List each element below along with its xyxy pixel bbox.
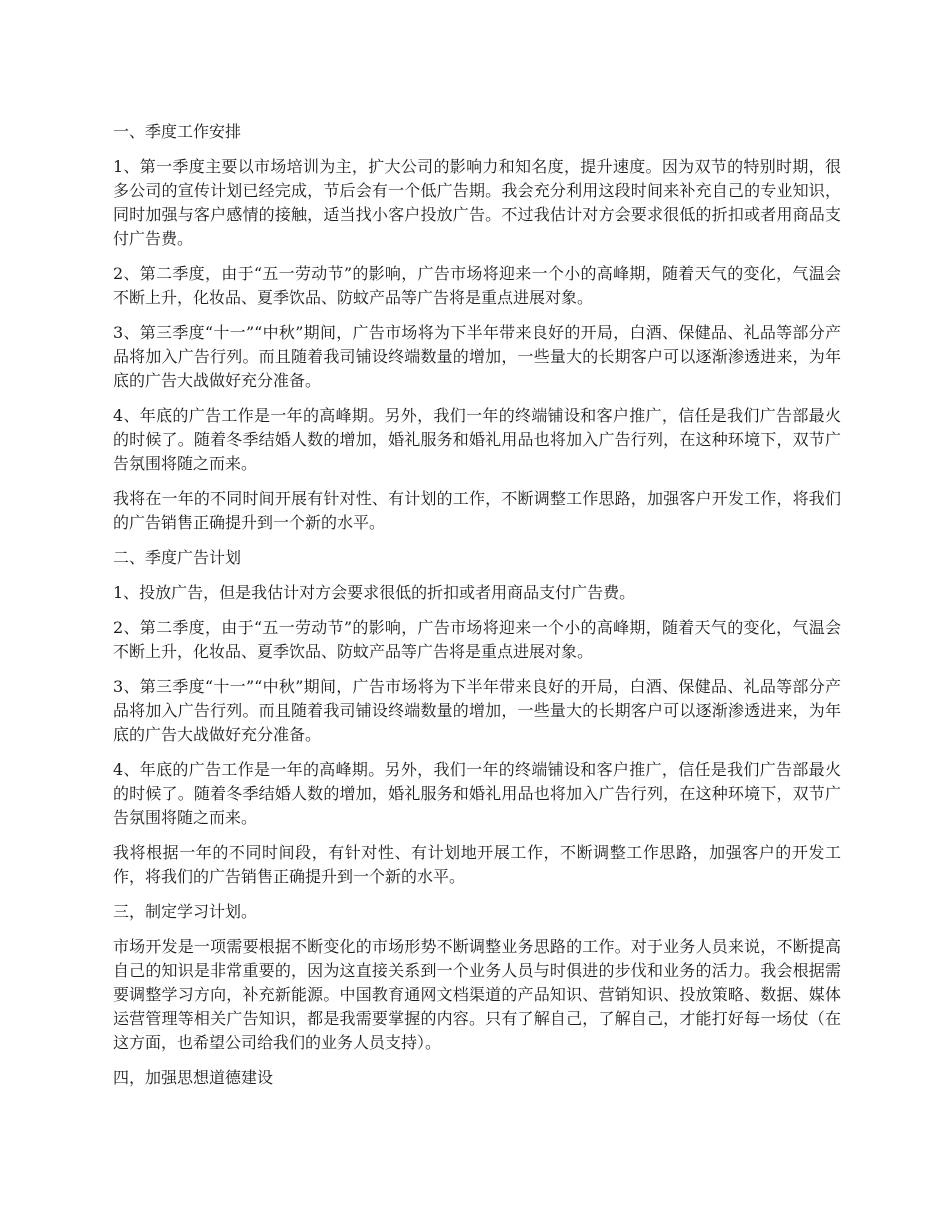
paragraph: 2、第二季度，由于“五一劳动节”的影响，广告市场将迎来一个小的高峰期，随着天气的变化，气温会不断上升，化妆品、夏季饮品、防蚊产品等广告将是重点进展对象。: [113, 618, 841, 661]
paragraph: 4、年底的广告工作是一年的高峰期。另外，我们一年的终端铺设和客户推广，信任是我们广告部最火的时候了。随着冬季结婚人数的增加，婚礼服务和婚礼用品也将加入广告行列，在这种环境下，双节广告氛围将随之而来。: [113, 406, 841, 473]
paragraph: 我将根据一年的不同时间段，有针对性、有计划地开展工作，不断调整工作思路，加强客户的开发工作，将我们的广告销售正确提升到一个新的水平。: [113, 843, 841, 886]
paragraph: 3、第三季度“十一”“中秋”期间，广告市场将为下半年带来良好的开局，白酒、保健品、礼品等部分产品将加入广告行列。而且随着我司铺设终端数量的增加，一些量大的长期客户可以逐渐渗透进来，为年底的广告大战做好充分准备。: [113, 323, 841, 390]
paragraph: 2、第二季度，由于“五一劳动节”的影响，广告市场将迎来一个小的高峰期，随着天气的变化，气温会不断上升，化妆品、夏季饮品、防蚊产品等广告将是重点进展对象。: [113, 264, 841, 307]
section-heading-1: 一、季度工作安排: [113, 122, 242, 141]
paragraph: 市场开发是一项需要根据不断变化的市场形势不断调整业务思路的工作。对于业务人员来说，不断提高自己的知识是非常重要的，因为这直接关系到一个业务人员与时俱进的步伐和业务的活力。我会根据需要调整学习方向，补充新能源。中国教育通网文档渠道的产品知识、营销知识、投放策略、数据、媒体运营管理等相关广告知识，都是我需要掌握的内容。只有了解自己，了解自己，才能打好每一场仗（在这方面，也希望公司给我们的业务人员支持）。: [113, 937, 841, 1052]
section-heading-3: 三，制定学习计划。: [113, 902, 258, 921]
document-page: [113, 120, 841, 1101]
paragraph: 我将在一年的不同时间开展有针对性、有计划的工作，不断调整工作思路，加强客户开发工作，将我们的广告销售正确提升到一个新的水平。: [113, 489, 841, 532]
paragraph: 1、第一季度主要以市场培训为主，扩大公司的影响力和知名度，提升速度。因为双节的特别时期，很多公司的宣传计划已经完成，节后会有一个低广告期。我会充分利用这段时间来补充自己的专业知识，同时加强与客户感情的接触，适当找小客户投放广告。不过我估计对方会要求很低的折扣或者用商品支付广告费。: [113, 157, 841, 248]
section-heading-4: 四，加强思想道德建设: [113, 1068, 274, 1087]
paragraph: 3、第三季度“十一”“中秋”期间，广告市场将为下半年带来良好的开局，白酒、保健品、礼品等部分产品将加入广告行列。而且随着我司铺设终端数量的增加，一些量大的长期客户可以逐渐渗透进来，为年底的广告大战做好充分准备。: [113, 677, 841, 744]
paragraph: 1、投放广告，但是我估计对方会要求很低的折扣或者用商品支付广告费。: [113, 583, 636, 602]
section-heading-2: 二、季度广告计划: [113, 548, 242, 567]
paragraph: 4、年底的广告工作是一年的高峰期。另外，我们一年的终端铺设和客户推广，信任是我们广告部最火的时候了。随着冬季结婚人数的增加，婚礼服务和婚礼用品也将加入广告行列，在这种环境下，双节广告氛围将随之而来。: [113, 760, 841, 827]
